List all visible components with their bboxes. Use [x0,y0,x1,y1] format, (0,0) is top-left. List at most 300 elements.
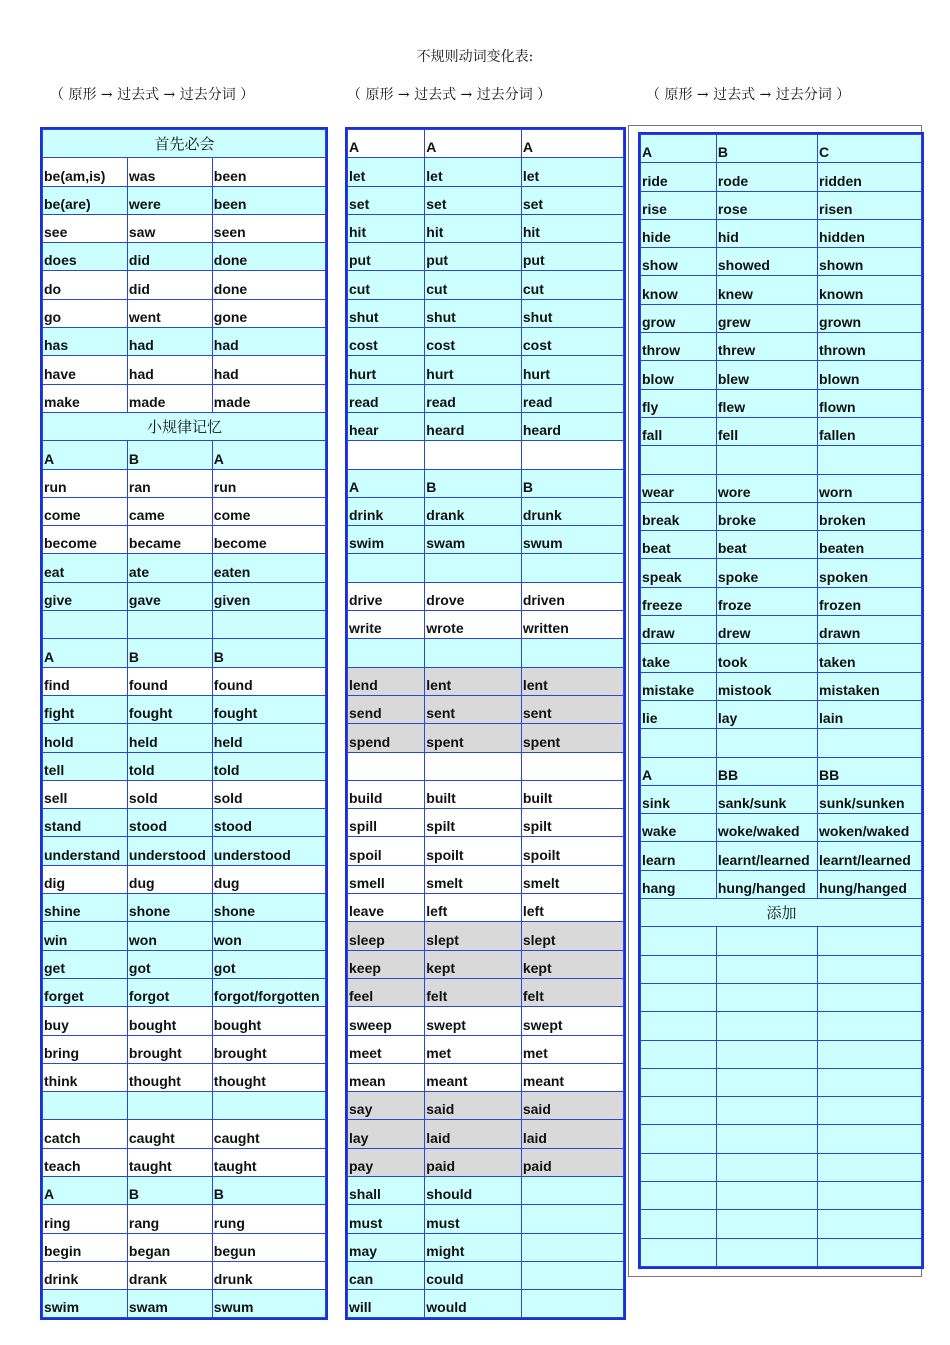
past-tense-cell: made [127,384,212,412]
table-row [43,1261,326,1289]
table-row [43,441,326,469]
past-tense-cell [425,752,522,780]
past-tense-cell: B [127,1176,212,1204]
past-participle-cell: said [521,1092,623,1120]
base-form-cell: spill [348,809,425,837]
past-tense-cell: hung/hanged [716,870,817,898]
past-participle-cell: held [212,724,325,752]
table-row [348,243,624,271]
past-tense-cell: rose [716,191,817,219]
table-row [348,1205,624,1233]
past-tense-cell: drank [425,497,522,525]
table-row [641,135,922,163]
table-row [348,356,624,384]
table-row [43,328,326,356]
past-participle-cell [818,1238,922,1266]
past-participle-cell: slept [521,922,623,950]
past-tense-cell: hid [716,219,817,247]
base-form-cell: say [348,1092,425,1120]
table-row [43,667,326,695]
past-participle-cell: B [212,1176,325,1204]
past-tense-cell: told [127,752,212,780]
table-row [43,1063,326,1091]
past-tense-cell: swept [425,1007,522,1035]
past-participle-cell: told [212,752,325,780]
past-participle-cell: lent [521,667,623,695]
past-tense-cell: forgot [127,978,212,1006]
table-row [641,1210,922,1238]
past-participle-cell: been [212,186,325,214]
base-form-cell: draw [641,616,717,644]
table-row [43,865,326,893]
past-tense-cell [716,1012,817,1040]
base-form-cell [641,1125,717,1153]
past-tense-cell: drank [127,1261,212,1289]
table-row [641,1125,922,1153]
base-form-cell: cut [348,271,425,299]
past-tense-cell: lent [425,667,522,695]
base-form-cell: tell [43,752,128,780]
past-participle-cell [818,1181,922,1209]
base-form-cell: pay [348,1148,425,1176]
base-form-cell [641,729,717,757]
table-row [348,214,624,242]
past-participle-cell: beaten [818,531,922,559]
table-row [43,922,326,950]
table-row [43,554,326,582]
base-form-cell: break [641,502,717,530]
base-form-cell: fly [641,389,717,417]
base-form-cell: A [43,441,128,469]
base-form-cell: win [43,922,128,950]
past-tense-cell: cut [425,271,522,299]
past-tense-cell: had [127,356,212,384]
table-row [43,1007,326,1035]
base-form-cell: throw [641,333,717,361]
past-participle-cell: let [521,158,623,186]
table-row [641,1238,922,1266]
past-participle-cell [818,1068,922,1096]
table-row [43,582,326,610]
table-row [641,814,922,842]
past-tense-cell: would [425,1290,522,1318]
past-participle-cell: caught [212,1120,325,1148]
base-form-cell: may [348,1233,425,1261]
past-participle-cell: B [521,469,623,497]
past-participle-cell: sunk/sunken [818,785,922,813]
past-participle-cell: swept [521,1007,623,1035]
past-participle-cell: drunk [212,1261,325,1289]
table-row [348,582,624,610]
base-form-cell: ring [43,1205,128,1233]
base-form-cell: has [43,328,128,356]
past-participle-cell: driven [521,582,623,610]
base-form-cell [348,441,425,469]
past-tense-cell: went [127,299,212,327]
table-row [348,752,624,780]
past-participle-cell: cost [521,328,623,356]
base-form-cell: find [43,667,128,695]
table-row [641,248,922,276]
table-row [348,1261,624,1289]
past-tense-cell: wrote [425,611,522,639]
past-tense-cell: knew [716,276,817,304]
past-tense-cell: beat [716,531,817,559]
past-tense-cell: broke [716,502,817,530]
past-participle-cell [818,1125,922,1153]
past-tense-cell: spilt [425,809,522,837]
base-form-cell: spoil [348,837,425,865]
table-row [348,837,624,865]
base-form-cell: drink [43,1261,128,1289]
past-tense-cell: felt [425,978,522,1006]
past-participle-cell: thrown [818,333,922,361]
past-tense-cell: sank/sunk [716,785,817,813]
table-row [43,186,326,214]
past-tense-cell: hit [425,214,522,242]
past-participle-cell: gone [212,299,325,327]
table-row [348,1063,624,1091]
past-tense-cell: swam [425,526,522,554]
past-participle-cell [818,1097,922,1125]
past-participle-cell: stood [212,809,325,837]
past-participle-cell: been [212,158,325,186]
table-row [43,243,326,271]
table-row [348,667,624,695]
table-row [348,299,624,327]
past-participle-cell [818,1210,922,1238]
table-row [348,130,624,158]
past-participle-cell [818,1153,922,1181]
past-tense-cell: bought [127,1007,212,1035]
table-row [348,922,624,950]
past-tense-cell [127,1092,212,1120]
section-title: 小规律记忆 [43,412,326,440]
past-participle-cell: hurt [521,356,623,384]
past-tense-cell: taught [127,1148,212,1176]
base-form-cell [641,1210,717,1238]
base-form-cell: buy [43,1007,128,1035]
base-form-cell: spend [348,724,425,752]
table-row [641,729,922,757]
past-tense-cell: B [127,639,212,667]
table-row [641,1012,922,1040]
past-tense-cell: froze [716,587,817,615]
base-form-cell: set [348,186,425,214]
past-participle-cell: A [212,441,325,469]
past-tense-cell [127,611,212,639]
table-row [43,1092,326,1120]
past-tense-cell [425,554,522,582]
table-row [641,785,922,813]
table-row [43,384,326,412]
past-participle-cell: swum [521,526,623,554]
past-participle-cell [818,1040,922,1068]
past-tense-cell: fell [716,417,817,445]
past-tense-cell [425,441,522,469]
table-row [348,1176,624,1204]
base-form-cell: hurt [348,356,425,384]
table-row [348,1092,624,1120]
table-row [43,894,326,922]
past-participle-cell: eaten [212,554,325,582]
base-form-cell: dig [43,865,128,893]
base-form-cell: sleep [348,922,425,950]
table-row [348,865,624,893]
table-row [641,163,922,191]
past-tense-cell: threw [716,333,817,361]
base-form-cell [43,611,128,639]
base-form-cell: shall [348,1176,425,1204]
table-row [641,983,922,1011]
past-participle-cell [521,1233,623,1261]
past-tense-cell: laid [425,1120,522,1148]
table-row [348,611,624,639]
base-form-cell: understand [43,837,128,865]
base-form-cell: come [43,497,128,525]
table-row [348,469,624,497]
base-form-cell: know [641,276,717,304]
past-participle-cell: met [521,1035,623,1063]
table-row [348,1148,624,1176]
base-form-cell: smell [348,865,425,893]
past-participle-cell [521,1290,623,1318]
base-form-cell: A [43,1176,128,1204]
past-participle-cell: done [212,243,325,271]
table-row [348,1035,624,1063]
table-row [641,587,922,615]
past-participle-cell: dug [212,865,325,893]
base-form-cell: give [43,582,128,610]
base-form-cell: lay [348,1120,425,1148]
base-form-cell: shut [348,299,425,327]
past-participle-cell: taken [818,644,922,672]
past-participle-cell [818,983,922,1011]
past-participle-cell [521,1176,623,1204]
past-participle-cell: B [212,639,325,667]
table-row [43,526,326,554]
table-row [43,809,326,837]
base-form-cell: ride [641,163,717,191]
past-participle-cell [818,927,922,955]
table-row [348,384,624,412]
base-form-cell: forget [43,978,128,1006]
past-participle-cell: drunk [521,497,623,525]
past-tense-cell: must [425,1205,522,1233]
base-form-cell: have [43,356,128,384]
past-participle-cell: written [521,611,623,639]
past-participle-cell [521,554,623,582]
past-tense-cell [716,983,817,1011]
base-form-cell: learn [641,842,717,870]
table-row [348,271,624,299]
past-participle-cell: had [212,356,325,384]
base-form-cell: wear [641,474,717,502]
base-form-cell: run [43,469,128,497]
base-form-cell [641,983,717,1011]
base-form-cell [641,1040,717,1068]
past-tense-cell: grew [716,304,817,332]
base-form-cell: A [641,757,717,785]
past-tense-cell: set [425,186,522,214]
table-row [348,809,624,837]
past-tense-cell: stood [127,809,212,837]
base-form-cell: cost [348,328,425,356]
table-row [641,361,922,389]
table-row [641,219,922,247]
past-participle-cell: cut [521,271,623,299]
base-form-cell: be(are) [43,186,128,214]
past-tense-cell: paid [425,1148,522,1176]
table-row [348,950,624,978]
table-row [641,304,922,332]
base-form-cell: fight [43,695,128,723]
past-tense-cell: began [127,1233,212,1261]
base-form-cell: mistake [641,672,717,700]
past-tense-cell: won [127,922,212,950]
past-participle-cell [818,729,922,757]
table-row [43,1176,326,1204]
base-form-cell: hit [348,214,425,242]
table-row [43,978,326,1006]
past-tense-cell: came [127,497,212,525]
past-participle-cell: sent [521,695,623,723]
past-participle-cell: sold [212,780,325,808]
base-form-cell: bring [43,1035,128,1063]
past-tense-cell: might [425,1233,522,1261]
base-form-cell [348,554,425,582]
table-row [43,299,326,327]
past-participle-cell: brought [212,1035,325,1063]
past-tense-cell: got [127,950,212,978]
table-row [348,894,624,922]
past-participle-cell: got [212,950,325,978]
past-participle-cell [521,752,623,780]
section-title: 添加 [641,899,922,927]
section-row [641,899,922,927]
base-form-cell [641,1238,717,1266]
past-participle-cell: won [212,922,325,950]
past-participle-cell [212,1092,325,1120]
past-tense-cell: were [127,186,212,214]
base-form-cell: eat [43,554,128,582]
base-form-cell: teach [43,1148,128,1176]
past-tense-cell: caught [127,1120,212,1148]
past-participle-cell: hit [521,214,623,242]
past-participle-cell: BB [818,757,922,785]
past-tense-cell: slept [425,922,522,950]
past-tense-cell: cost [425,328,522,356]
past-tense-cell [716,1210,817,1238]
past-participle-cell: fought [212,695,325,723]
table-row [348,1290,624,1318]
past-tense-cell: could [425,1261,522,1289]
past-participle-cell: rung [212,1205,325,1233]
table-row [348,1007,624,1035]
past-tense-cell: A [425,130,522,158]
verb-table-2 [345,127,626,1320]
past-tense-cell [716,1181,817,1209]
past-participle-cell: known [818,276,922,304]
past-tense-cell: read [425,384,522,412]
past-tense-cell: sent [425,695,522,723]
past-tense-cell: did [127,243,212,271]
table-row [641,955,922,983]
table-row [641,842,922,870]
base-form-cell: send [348,695,425,723]
past-tense-cell [716,927,817,955]
past-participle-cell: risen [818,191,922,219]
past-tense-cell: left [425,894,522,922]
base-form-cell: grow [641,304,717,332]
past-tense-cell: shone [127,894,212,922]
past-tense-cell [716,1040,817,1068]
table-row [348,695,624,723]
base-form-cell: keep [348,950,425,978]
past-tense-cell [716,1238,817,1266]
past-participle-cell [212,611,325,639]
base-form-cell: stand [43,809,128,837]
past-tense-cell: thought [127,1063,212,1091]
past-participle-cell: frozen [818,587,922,615]
table-row [348,639,624,667]
table-row [43,271,326,299]
past-tense-cell: fought [127,695,212,723]
base-form-cell: think [43,1063,128,1091]
base-form-cell: be(am,is) [43,158,128,186]
section-title: 首先必会 [43,130,326,158]
base-form-cell [641,1181,717,1209]
past-tense-cell: held [127,724,212,752]
past-participle-cell: given [212,582,325,610]
column-header-3: （ 原形 → 过去式 → 过去分词 ） [646,87,851,103]
base-form-cell [641,446,717,474]
past-tense-cell: gave [127,582,212,610]
base-form-cell: build [348,780,425,808]
base-form-cell: must [348,1205,425,1233]
past-tense-cell [716,446,817,474]
base-form-cell: beat [641,531,717,559]
table-row [641,927,922,955]
base-form-cell: leave [348,894,425,922]
past-tense-cell: rode [716,163,817,191]
table-row [43,158,326,186]
base-form-cell: meet [348,1035,425,1063]
past-tense-cell: learnt/learned [716,842,817,870]
base-form-cell: see [43,214,128,242]
past-participle-cell: blown [818,361,922,389]
base-form-cell: rise [641,191,717,219]
past-participle-cell: spoken [818,559,922,587]
past-tense-cell: let [425,158,522,186]
table-row [348,328,624,356]
base-form-cell [348,752,425,780]
table-row [348,554,624,582]
base-form-cell: speak [641,559,717,587]
past-participle-cell: heard [521,412,623,440]
past-tense-cell: should [425,1176,522,1204]
past-participle-cell: begun [212,1233,325,1261]
past-participle-cell [818,1012,922,1040]
base-form-cell: begin [43,1233,128,1261]
table-row [641,417,922,445]
base-form-cell: become [43,526,128,554]
past-participle-cell [818,446,922,474]
base-form-cell: feel [348,978,425,1006]
table-row [348,978,624,1006]
base-form-cell [641,1097,717,1125]
verb-table-1 [40,127,328,1320]
